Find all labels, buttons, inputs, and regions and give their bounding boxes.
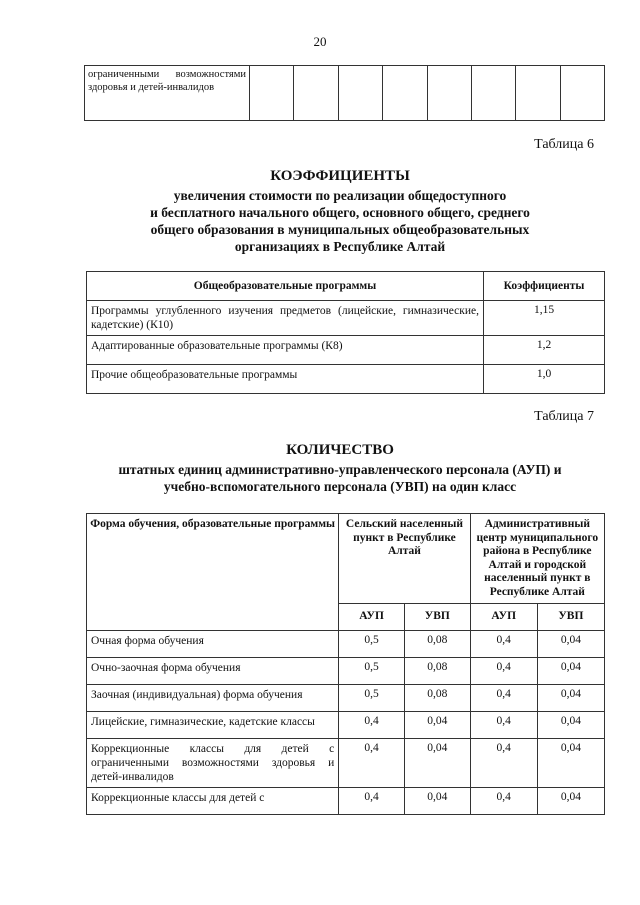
value-cell: 0,04 [537,631,604,658]
value-cell: 0,04 [537,788,604,815]
empty-cell [471,66,515,121]
value-cell: 0,04 [404,739,470,788]
table-row [87,739,605,788]
table7-caption: Таблица 7 [534,409,594,424]
program-cell: Прочие общеобразовательные программы [87,365,484,394]
empty-cell [250,66,294,121]
value-cell: 0,4 [470,658,537,685]
coef-cell: 1,15 [484,301,605,336]
table-row [87,631,605,658]
form-cell: Лицейские, гимназические, кадетские классы [87,712,339,739]
table7-subtitle-2: учебно-вспомогательного персонала (УВП) на один класс [163,479,517,494]
value-cell: 0,08 [404,658,470,685]
value-cell: 0,08 [404,685,470,712]
table7-title: КОЛИЧЕСТВО [286,442,394,458]
table-header-row [87,514,605,604]
value-cell: 0,04 [404,788,470,815]
table-header-row [87,272,605,301]
table-row [87,658,605,685]
form-cell: Очно-заочная форма обучения [87,658,339,685]
table6-heading [60,168,620,255]
empty-cell [294,66,338,121]
value-cell: 0,4 [339,788,405,815]
coef-cell: 1,2 [484,336,605,365]
value-cell: 0,4 [470,685,537,712]
table-cell: ограниченными возможностями здоровья и детей-инвалидов [85,66,250,121]
table-row [87,301,605,336]
value-cell: 0,04 [404,712,470,739]
staff-units-table [86,513,605,815]
header-aup-rural: АУП [339,604,405,631]
table7-subtitle-1: штатных единиц административно-управленческого персонала (АУП) и [118,462,562,477]
table6-subtitle-2: и бесплатного начального общего, основного общего, среднего [150,205,530,220]
form-cell: Заочная (индивидуальная) форма обучения [87,685,339,712]
empty-cell [383,66,427,121]
program-cell: Программы углубленного изучения предметов (лицейские, гимназические, кадетские) (К10) [87,301,484,336]
coefficients-table [86,271,605,394]
header-aup-admin: АУП [470,604,537,631]
value-cell: 0,4 [339,712,405,739]
empty-cell [338,66,382,121]
value-cell: 0,4 [339,739,405,788]
value-cell: 0,04 [537,712,604,739]
table-row [85,66,605,121]
header-form: Форма обучения, образовательные программы [87,514,339,631]
continued-table [84,65,605,121]
table-row [87,365,605,394]
value-cell: 0,04 [537,739,604,788]
form-cell: Коррекционные классы для детей с ограниченными возможностями здоровья и детей-инвалидов [87,739,339,788]
table-row [87,712,605,739]
value-cell: 0,04 [537,685,604,712]
empty-cell [427,66,471,121]
value-cell: 0,04 [537,658,604,685]
table6-subtitle-4: организациях в Республике Алтай [234,239,446,254]
table6-subtitle-1: увеличения стоимости по реализации общедоступного [173,188,507,203]
value-cell: 0,5 [339,685,405,712]
table-row [87,685,605,712]
header-uvp-admin: УВП [537,604,604,631]
coef-cell: 1,0 [484,365,605,394]
table6-title: КОЭФФИЦИЕНТЫ [270,168,410,184]
program-cell: Адаптированные образовательные программы (К8) [87,336,484,365]
value-cell: 0,5 [339,631,405,658]
value-cell: 0,4 [470,788,537,815]
header-programs: Общеобразовательные программы [87,272,484,301]
value-cell: 0,08 [404,631,470,658]
empty-cell [516,66,560,121]
table7-heading [60,442,620,495]
header-admin-center: Административный центр муниципального района в Республике Алтай и городской населенный пункт в Республике Алтай [470,514,604,604]
table6-subtitle-3: общего образования в муниципальных общеобразовательных [150,222,530,237]
form-cell: Очная форма обучения [87,631,339,658]
page-number: 20 [313,34,327,49]
table-row [87,788,605,815]
value-cell: 0,4 [470,712,537,739]
value-cell: 0,5 [339,658,405,685]
value-cell: 0,4 [470,631,537,658]
value-cell: 0,4 [470,739,537,788]
table-row [87,336,605,365]
header-uvp-rural: УВП [404,604,470,631]
header-rural: Сельский населенный пункт в Республике Алтай [339,514,470,604]
table6-caption: Таблица 6 [534,137,594,152]
form-cell: Коррекционные классы для детей с [87,788,339,815]
empty-cell [560,66,604,121]
header-coefficients: Коэффициенты [484,272,605,301]
